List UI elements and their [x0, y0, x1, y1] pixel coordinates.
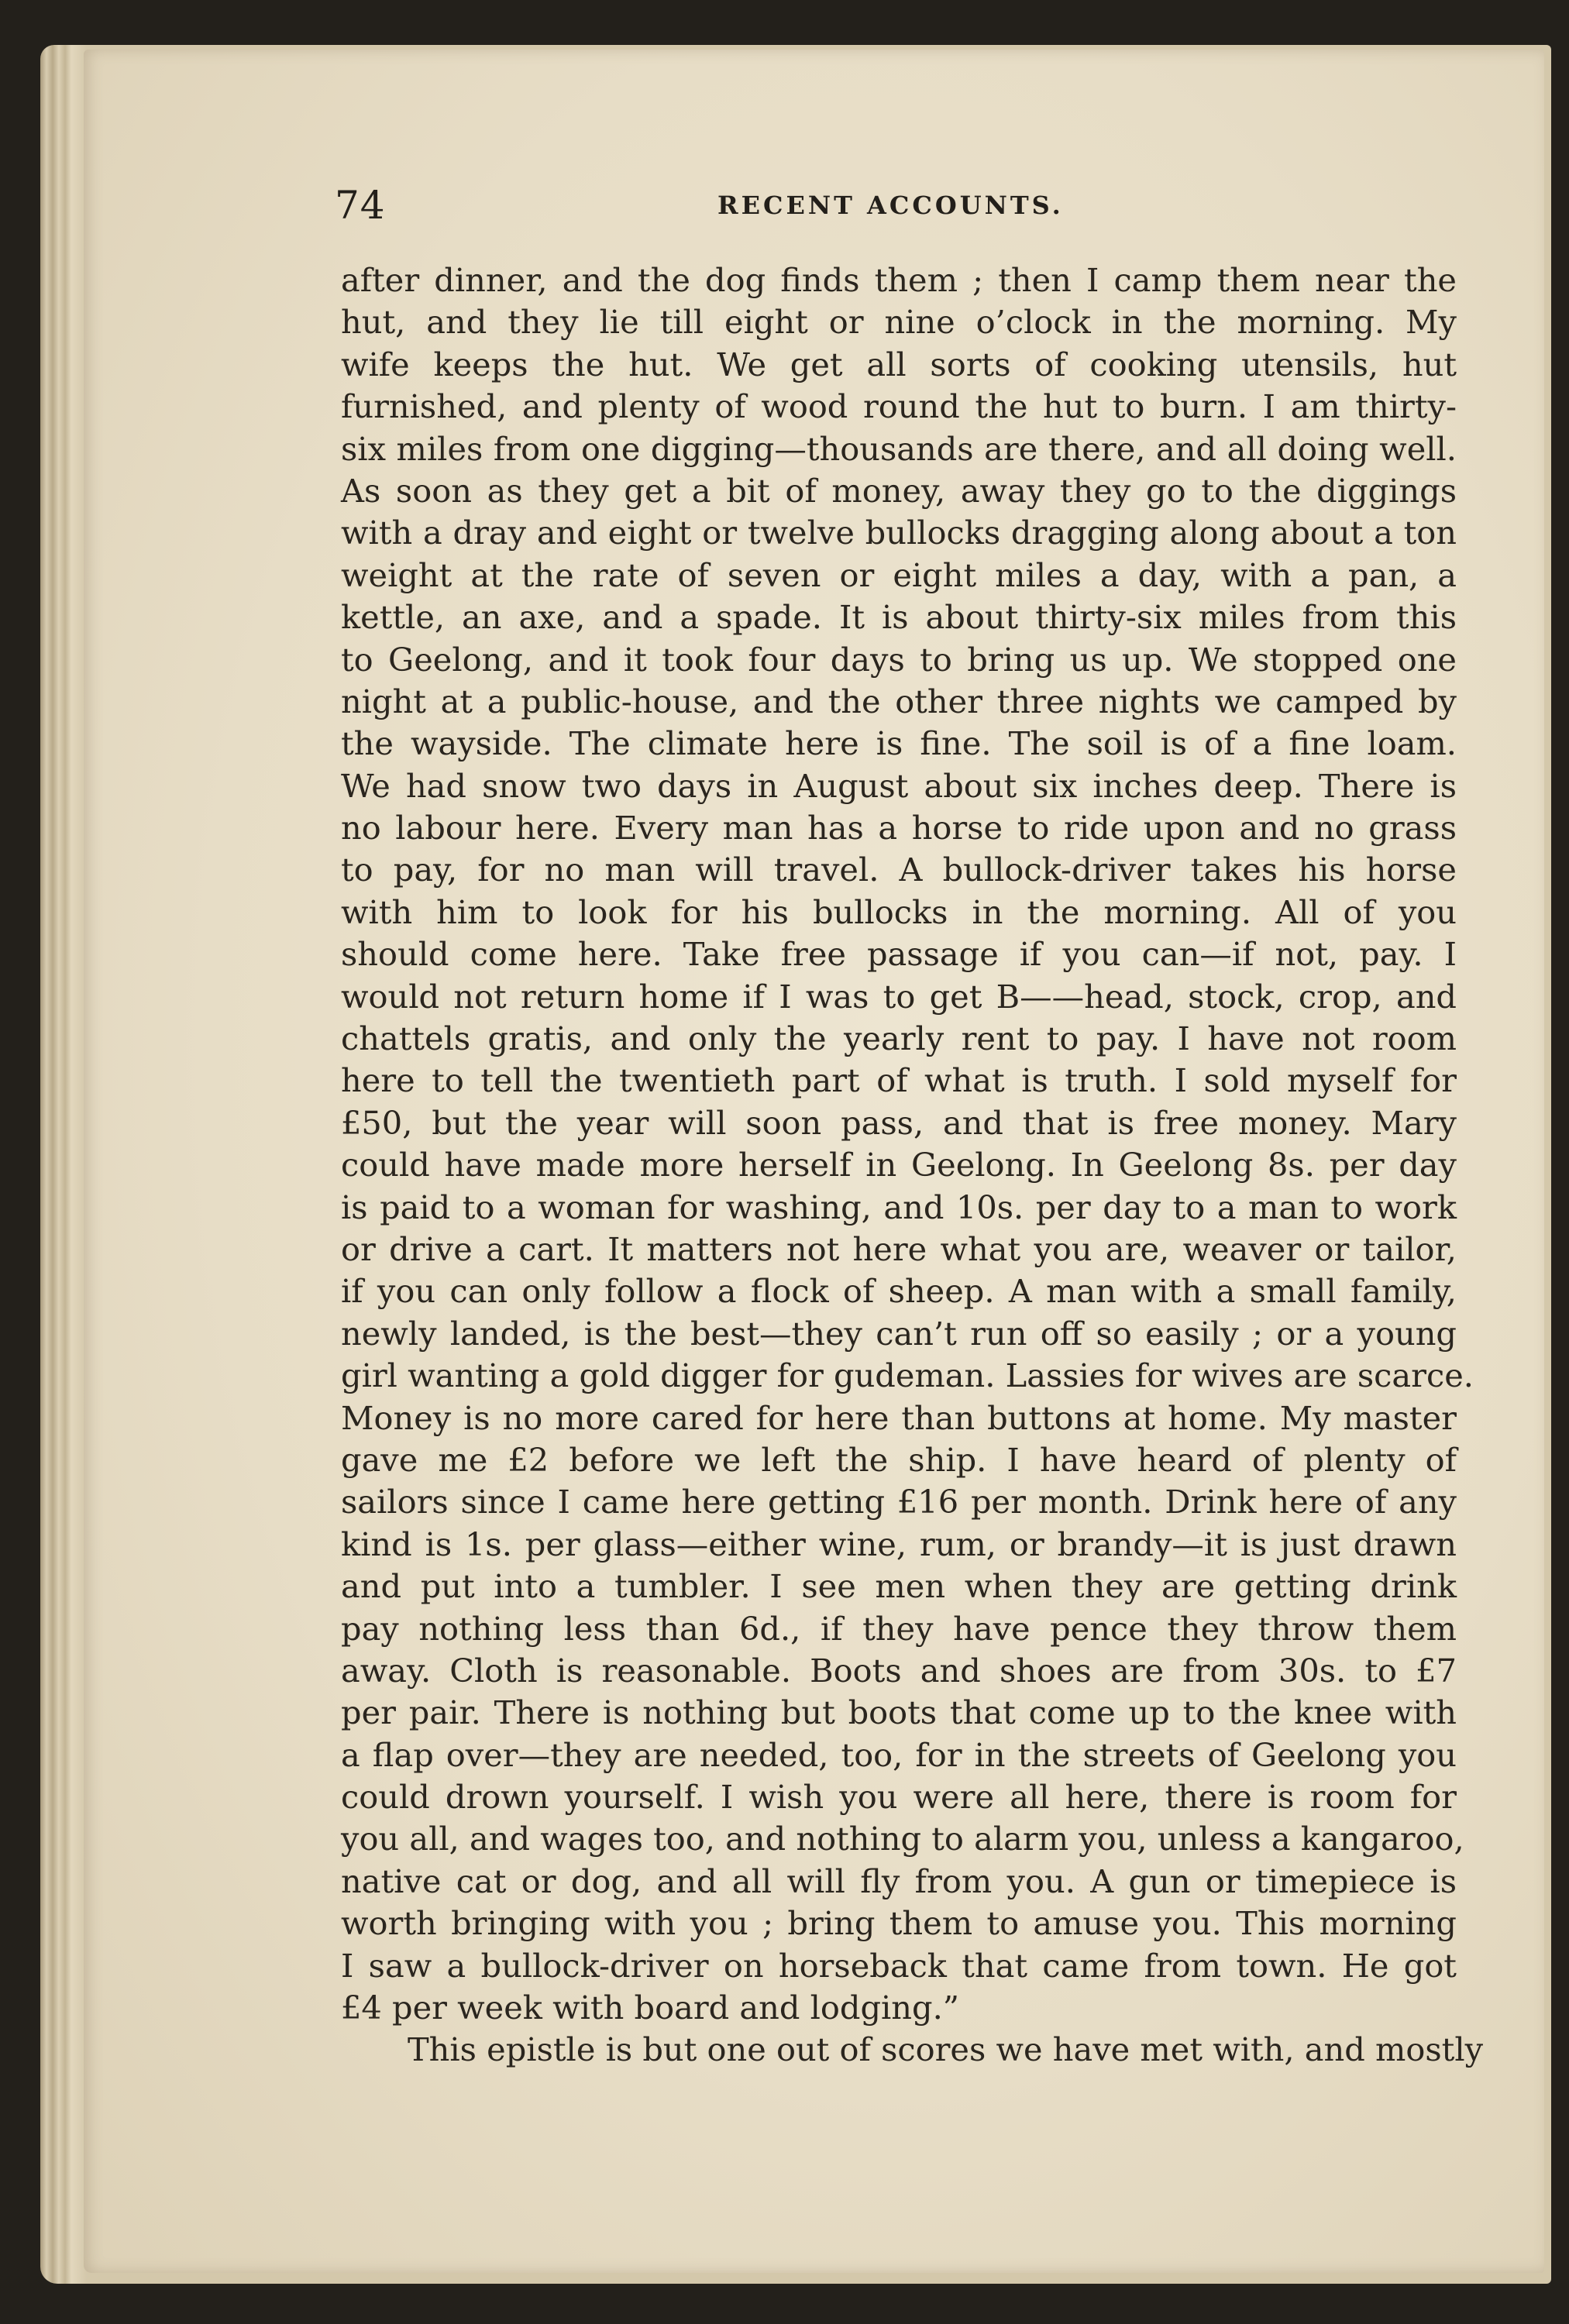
- text-line: could have made more herself in Geelong. In Geelong 8s. per day: [341, 1146, 1457, 1184]
- text-line: kind is 1s. per glass—either wine, rum, or brandy—it is just drawn: [341, 1525, 1457, 1563]
- text-line: a flap over—they are needed, too, for in the streets of Geelong you: [341, 1735, 1457, 1774]
- text-line: is paid to a woman for washing, and 10s. per day to a man to work: [341, 1188, 1457, 1226]
- text-line: you all, and wages too, and nothing to alarm you, unless a kangaroo,: [341, 1820, 1464, 1858]
- text-line: to pay, for no man will travel. A bullock-driver takes his horse: [341, 851, 1457, 889]
- text-line: furnished, and plenty of wood round the hut to burn. I am thirty-: [341, 387, 1457, 426]
- text-line: wife keeps the hut. We get all sorts of cooking utensils, hut: [341, 345, 1457, 383]
- text-line: no labour here. Every man has a horse to ride upon and no grass: [341, 809, 1457, 847]
- text-line: £4 per week with board and lodging.”: [341, 1989, 960, 2027]
- text-line: should come here. Take free passage if you can—if not, pay. I: [341, 935, 1457, 974]
- text-line: if you can only follow a flock of sheep. A man with a small family,: [341, 1272, 1457, 1311]
- text-line: gave me £2 before we left the ship. I have heard of plenty of: [341, 1440, 1457, 1479]
- text-line: Money is no more cared for here than buttons at home. My master: [341, 1398, 1457, 1437]
- text-line: kettle, an axe, and a spade. It is about thirty-six miles from this: [341, 598, 1457, 637]
- text-line: weight at the rate of seven or eight miles a day, with a pan, a: [341, 555, 1457, 594]
- text-line: This epistle is but one out of scores we have met with, and mostly: [408, 2030, 1484, 2069]
- text-line: to Geelong, and it took four days to bring us up. We stopped one: [341, 640, 1457, 679]
- running-head: [0, 183, 1569, 229]
- text-line: would not return home if I was to get B——head, stock, crop, and: [341, 977, 1457, 1016]
- text-line: We had snow two days in August about six inches deep. There is: [341, 766, 1457, 805]
- text-line: chattels gratis, and only the yearly rent to pay. I have not room: [341, 1019, 1457, 1058]
- text-line: pay nothing less than 6d., if they have pence they throw them: [341, 1609, 1457, 1648]
- text-line: sailors since I came here getting £16 per month. Drink here of any: [341, 1483, 1457, 1521]
- text-line: with him to look for his bullocks in the morning. All of you: [341, 892, 1457, 931]
- text-line: could drown yourself. I wish you were all here, there is room for: [341, 1778, 1457, 1817]
- text-line: worth bringing with you ; bring them to amuse you. This morning: [341, 1904, 1457, 1943]
- text-line: £50, but the year will soon pass, and that is free money. Mary: [341, 1103, 1457, 1142]
- running-title: RECENT ACCOUNTS.: [717, 191, 1064, 220]
- text-line: with a dray and eight or twelve bullocks dragging along about a ton: [341, 514, 1457, 552]
- text-line: per pair. There is nothing but boots that come up to the knee with: [341, 1693, 1457, 1732]
- text-line: hut, and they lie till eight or nine o’clock in the morning. My: [341, 303, 1457, 342]
- text-line: and put into a tumbler. I see men when they are getting drink: [341, 1567, 1457, 1606]
- text-line: away. Cloth is reasonable. Boots and shoes are from 30s. to £7: [341, 1651, 1457, 1690]
- text-line: six miles from one digging—thousands are there, and all doing well.: [341, 429, 1457, 468]
- text-line: here to tell the twentieth part of what is truth. I sold myself for: [341, 1061, 1457, 1100]
- text-line: I saw a bullock-driver on horseback that came from town. He got: [341, 1946, 1457, 1985]
- text-line: native cat or dog, and all will fly from you. A gun or timepiece is: [341, 1862, 1457, 1900]
- body-text: [341, 260, 1484, 2071]
- text-line: the wayside. The climate here is fine. The soil is of a fine loam.: [341, 724, 1457, 763]
- page-number: 74: [335, 183, 386, 228]
- text-line: or drive a cart. It matters not here what you are, weaver or tailor,: [341, 1229, 1457, 1268]
- text-line: As soon as they get a bit of money, away they go to the diggings: [341, 471, 1457, 510]
- text-line: night at a public-house, and the other three nights we camped by: [341, 682, 1457, 720]
- text-line: newly landed, is the best—they can’t run off so easily ; or a young: [341, 1314, 1457, 1353]
- text-line: girl wanting a gold digger for gudeman. Lassies for wives are scarce.: [341, 1356, 1474, 1395]
- text-line: after dinner, and the dog finds them ; then I camp them near the: [341, 261, 1457, 299]
